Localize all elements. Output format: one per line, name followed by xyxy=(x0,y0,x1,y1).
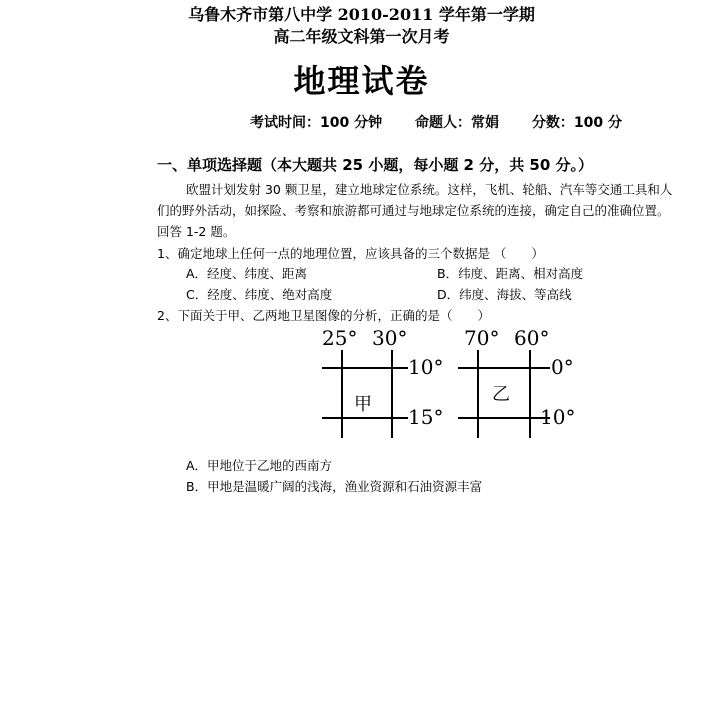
passage-line-1: 欧盟计划发射 30 颗卫星，建立地球定位系统。这样，飞机、轮船、汽车等交通工具和人 xyxy=(186,182,673,197)
question-2-option-a: A．甲地位于乙地的西南方 xyxy=(186,458,333,473)
section-title: 一、单项选择题（本大题共 25 小题，每小题 2 分，共 50 分。） xyxy=(157,156,594,174)
exam-score: 分数：100 分 xyxy=(531,115,622,131)
jia-lon-right: 30° xyxy=(372,326,408,350)
question-1-option-a: A．经度、纬度、距离 xyxy=(186,266,308,281)
yi-lon-right: 60° xyxy=(514,326,550,350)
jia-lon-left: 25° xyxy=(322,326,358,350)
yi-lat-bottom: 10° xyxy=(540,405,576,429)
passage-line-3: 回答 1-2 题。 xyxy=(157,224,236,239)
exam-info xyxy=(250,112,650,132)
satellite-image-figure xyxy=(310,318,610,448)
question-1-stem: 1、确定地球上任何一点的地理位置，应该具备的三个数据是 （ ） xyxy=(157,246,544,261)
yi-label: 乙 xyxy=(492,384,510,405)
grade-exam-line: 高二年级文科第一次月考 xyxy=(273,27,450,46)
question-1-option-c: C．经度、纬度、绝对高度 xyxy=(186,287,333,302)
exam-time: 考试时间：100 分钟 xyxy=(250,115,383,131)
jia-label: 甲 xyxy=(354,394,372,415)
jia-lat-bottom: 15° xyxy=(408,405,444,429)
question-2-stem: 2、下面关于甲、乙两地卫星图像的分析，正确的是（ ） xyxy=(157,308,490,323)
yi-lon-left: 70° xyxy=(464,326,500,350)
question-1-option-b: B．纬度、距离、相对高度 xyxy=(437,266,584,281)
yi-lat-top: 0° xyxy=(551,355,574,379)
school-term-line: 乌鲁木齐市第八中学 2010-2011 学年第一学期 xyxy=(188,5,535,24)
exam-author: 命题人：常娟 xyxy=(414,115,499,131)
question-1-option-d: D．纬度、海拔、等高线 xyxy=(437,287,572,302)
subject-title: 地理试卷 xyxy=(293,62,430,100)
jia-lat-top: 10° xyxy=(408,355,444,379)
passage-line-2: 们的野外活动，如探险、考察和旅游都可通过与地球定位系统的连接，确定自己的准确位置。 xyxy=(157,203,670,218)
question-2-option-b: B．甲地是温暖广阔的浅海，渔业资源和石油资源丰富 xyxy=(186,479,483,494)
